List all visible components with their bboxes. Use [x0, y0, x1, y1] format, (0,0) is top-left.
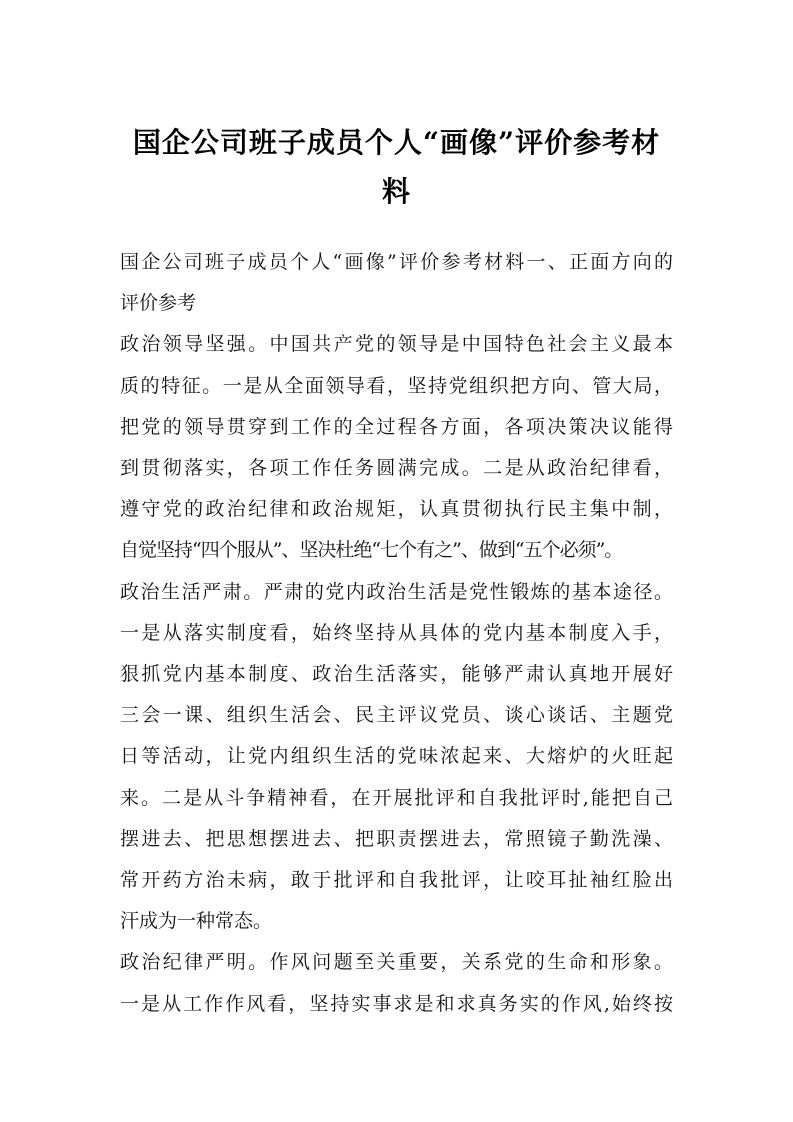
body-line: 一是从工作作风看，坚持实事求是和求真务实的作风,始终按 [120, 992, 673, 1015]
body-line: 汗成为一种常态。 [120, 910, 273, 933]
body-line: 一是从落实制度看，始终坚持从具体的党内基本制度入手， [120, 621, 673, 644]
body-line: 把党的领导贯穿到工作的全过程各方面，各项决策决议能得 [120, 415, 673, 438]
body-line: 常开药方治未病，敢于批评和自我批评，让咬耳扯袖红脸出 [120, 869, 673, 892]
body-line: 三会一课、组织生活会、民主评议党员、谈心谈话、主题党 [120, 704, 673, 727]
body-line: 日等活动，让党内组织生活的党味浓起来、大熔炉的火旺起 [120, 745, 673, 768]
body-line: 政治领导坚强。中国共产党的领导是中国特色社会主义最本 [120, 333, 673, 356]
body-line: 国企公司班子成员个人“画像”评价参考材料一、正面方向的 [120, 251, 673, 273]
body-line: 质的特征。一是从全面领导看，坚持党组织把方向、管大局， [120, 374, 673, 397]
title-line-2: 料 [381, 175, 411, 208]
body-line: 政治纪律严明。作风问题至关重要，关系党的生命和形象。 [120, 951, 673, 974]
body-line: 到贯彻落实，各项工作任务圆满完成。二是从政治纪律看， [120, 457, 673, 480]
body-line: 遵守党的政治纪律和政治规矩，认真贯彻执行民主集中制， [120, 498, 673, 521]
body-line: 评价参考 [120, 292, 197, 315]
body-line: 自觉坚持“四个服从”、坚决杜绝“七个有之”、做到“五个必须”。 [120, 539, 623, 562]
body-line: 政治生活严肃。严肃的党内政治生活是党性锻炼的基本途径。 [120, 580, 673, 603]
body-line: 摆进去、把思想摆进去、把职责摆进去，常照镜子勤洗澡、 [120, 827, 673, 850]
document-body [120, 242, 673, 1025]
document-title [100, 118, 693, 216]
body-line: 狠抓党内基本制度、政治生活落实，能够严肃认真地开展好 [120, 663, 673, 686]
body-line: 来。二是从斗争精神看，在开展批评和自我批评时,能把自己 [120, 786, 673, 809]
title-line-1: 国企公司班子成员个人“画像”评价参考材 [132, 126, 661, 159]
